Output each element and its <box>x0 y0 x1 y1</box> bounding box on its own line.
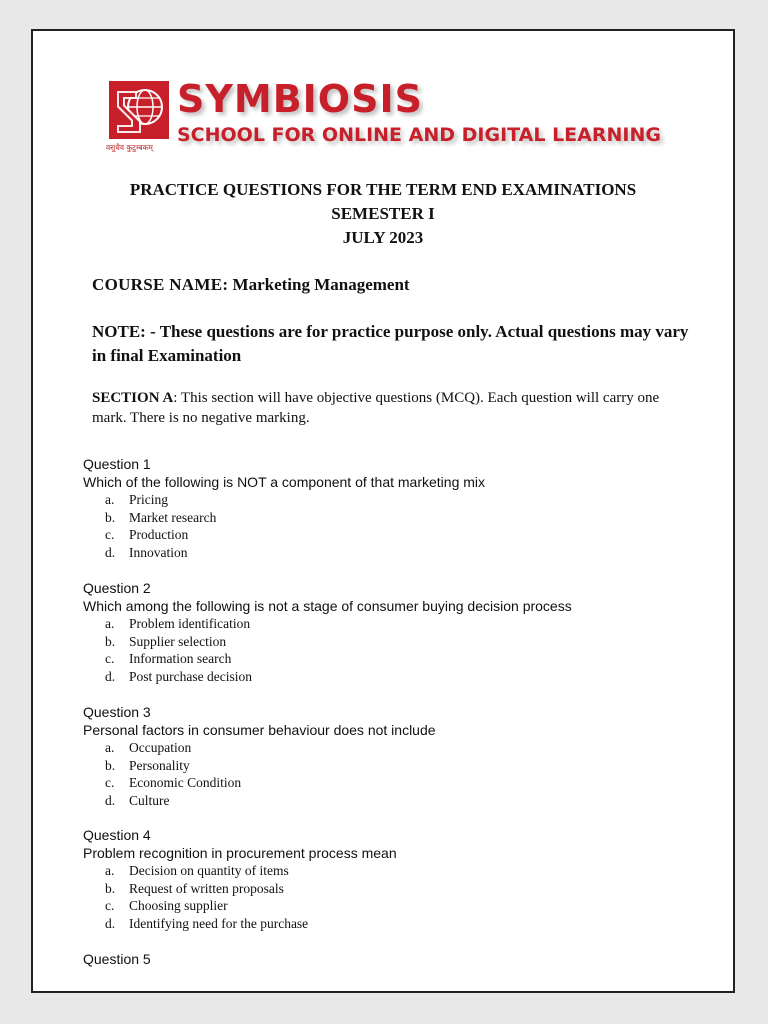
option-letter: d. <box>105 915 116 931</box>
section-a-description <box>92 388 662 428</box>
practice-note: NOTE: - These questions are for practice purpose only. Actual questions may vary in final Examination <box>92 322 689 365</box>
option-letter: b. <box>105 757 116 773</box>
exam-heading: PRACTICE QUESTIONS FOR THE TERM END EXAMINATIONS <box>129 180 637 199</box>
answer-option <box>83 509 683 527</box>
answer-option <box>83 650 683 668</box>
option-letter: b. <box>105 509 116 525</box>
option-letter: c. <box>105 775 115 791</box>
option-text: Choosing supplier <box>129 898 228 914</box>
option-text: Supplier selection <box>129 633 227 649</box>
option-letter: c. <box>105 651 115 667</box>
answer-options <box>83 862 683 932</box>
option-letter: b. <box>105 880 116 896</box>
option-text: Culture <box>129 792 170 808</box>
option-letter: d. <box>105 792 116 808</box>
question-number: Question 3 <box>83 704 151 720</box>
question-text: Which of the following is NOT a component of that marketing mix <box>83 474 486 490</box>
answer-options <box>83 615 683 685</box>
date-heading: JULY 2023 <box>342 228 424 247</box>
option-text: Post purchase decision <box>129 668 252 684</box>
option-text: Economic Condition <box>129 775 242 791</box>
option-text: Decision on quantity of items <box>129 863 289 878</box>
option-text: Pricing <box>129 492 168 507</box>
answer-option <box>83 897 683 915</box>
option-text: Identifying need for the purchase <box>129 915 309 931</box>
logo-tagline: वसुधैव कुटुम्बकम् <box>106 143 153 152</box>
answer-option <box>83 757 683 775</box>
answer-option <box>83 792 683 810</box>
option-text: Information search <box>129 651 232 667</box>
option-text: Request of written proposals <box>129 880 284 896</box>
course-name <box>92 275 410 295</box>
answer-options <box>83 491 683 561</box>
answer-option <box>83 668 683 686</box>
symbiosis-logo <box>106 77 709 156</box>
answer-option <box>83 491 683 509</box>
answer-option <box>83 915 683 933</box>
question-number: Question 1 <box>83 456 151 472</box>
option-text: Personality <box>129 757 190 773</box>
answer-option <box>83 526 683 544</box>
section-a-label: SECTION A <box>92 390 174 406</box>
option-letter: d. <box>105 668 116 684</box>
option-letter: c. <box>105 898 115 914</box>
question-block <box>83 456 683 561</box>
answer-option <box>83 862 683 880</box>
option-letter: d. <box>105 544 116 560</box>
question-number: Question 4 <box>83 827 151 843</box>
question-number: Question 2 <box>83 580 151 596</box>
question-block <box>83 704 683 809</box>
option-letter: a. <box>105 740 115 755</box>
answer-option <box>83 615 683 633</box>
question-block <box>83 827 683 932</box>
answer-option <box>83 880 683 898</box>
document-page <box>31 29 735 993</box>
logo-title: SYMBIOSIS <box>177 77 423 121</box>
question-block <box>83 580 683 685</box>
option-letter: c. <box>105 527 115 543</box>
question-text: Problem recognition in procurement process mean <box>83 845 397 861</box>
option-letter: a. <box>105 863 115 878</box>
course-value: Marketing Management <box>232 275 410 294</box>
section-a-text: : This section will have objective questions (MCQ). Each question will carry one mark. There is no negative marking. <box>92 390 660 426</box>
answer-option <box>83 633 683 651</box>
answer-option <box>83 739 683 757</box>
option-text: Innovation <box>129 544 188 560</box>
answer-option <box>83 774 683 792</box>
option-text: Market research <box>129 509 217 525</box>
option-text: Problem identification <box>129 616 251 631</box>
option-letter: b. <box>105 633 116 649</box>
option-letter: a. <box>105 616 115 631</box>
question-number: Question 5 <box>83 951 151 967</box>
question-text: Which among the following is not a stage of consumer buying decision process <box>83 598 572 614</box>
symbiosis-globe-logo-icon <box>109 81 169 143</box>
answer-options <box>83 739 683 809</box>
logo-subtitle: SCHOOL FOR ONLINE AND DIGITAL LEARNING <box>177 124 661 146</box>
option-letter: a. <box>105 492 115 507</box>
question-block <box>83 951 683 968</box>
semester-heading: SEMESTER I <box>331 204 435 223</box>
course-label: COURSE NAME: <box>92 275 229 294</box>
option-text: Occupation <box>129 740 192 755</box>
answer-option <box>83 544 683 562</box>
question-text: Personal factors in consumer behaviour does not include <box>83 722 436 738</box>
option-text: Production <box>129 527 189 543</box>
